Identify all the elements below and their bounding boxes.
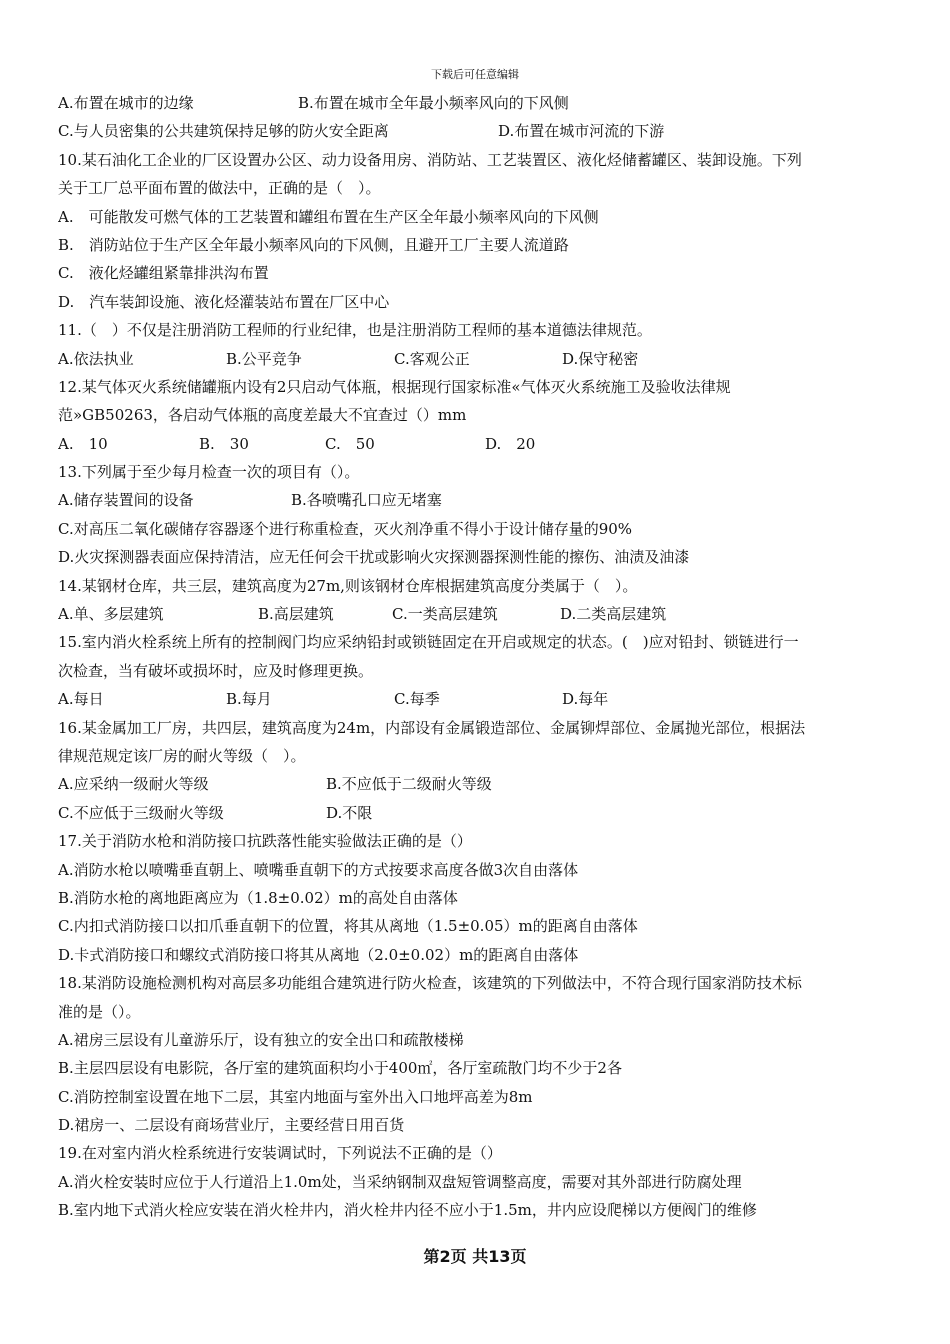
text-line: B.主层四层设有电影院，各厅室的建筑面积均小于400㎡，各厅室疏散门均不少于2各 xyxy=(58,1059,622,1078)
option-row xyxy=(58,430,898,458)
text-line: 17.关于消防水枪和消防接口抗跌落性能实验做法正确的是（） xyxy=(58,832,472,851)
answer-option: A.应采纳一级耐火等级 xyxy=(58,775,209,794)
answer-option: D. 20 xyxy=(485,434,536,453)
answer-option: D.不限 xyxy=(326,803,373,822)
text-line: A. 可能散发可燃气体的工艺装置和罐组布置在生产区全年最小频率风向的下风侧 xyxy=(58,207,599,226)
option-row xyxy=(58,486,898,514)
text-line: 10.某石油化工企业的厂区设置办公区、动力设备用房、消防站、工艺装置区、液化烃储蓄罐区、装卸设施。下列 xyxy=(58,150,802,169)
text-line: C. 液化烃罐组紧靠排洪沟布置 xyxy=(58,264,269,283)
answer-option: A.储存装置间的设备 xyxy=(58,491,194,510)
answer-option: D.保守秘密 xyxy=(562,349,639,368)
text-line: D.火灾探测器表面应保持清洁，应无任何会干扰或影响火灾探测器探测性能的擦伤、油渍及油漆 xyxy=(58,548,690,567)
answer-option: B. 30 xyxy=(199,434,249,453)
text-line: 18.某消防设施检测机构对高层多功能组合建筑进行防火检查，该建筑的下列做法中，不符合现行国家消防技术标 xyxy=(58,974,802,993)
answer-option: D.布置在城市河流的下游 xyxy=(498,122,665,141)
text-line: D.卡式消防接口和螺纹式消防接口将其从离地（2.0±0.02）m的距离自由落体 xyxy=(58,945,579,964)
answer-option: D.二类高层建筑 xyxy=(560,605,667,624)
option-row xyxy=(58,600,898,628)
option-row xyxy=(58,117,898,145)
answer-option: C. 50 xyxy=(325,434,375,453)
answer-option: C.不应低于三级耐火等级 xyxy=(58,803,224,822)
text-line: D. 汽车装卸设施、液化烃灌装站布置在厂区中心 xyxy=(58,292,390,311)
text-line: 关于工厂总平面布置的做法中，正确的是（ ）。 xyxy=(58,179,381,198)
option-row xyxy=(58,685,898,713)
text-line: A.裙房三层设有儿童游乐厅，设有独立的安全出口和疏散楼梯 xyxy=(58,1030,464,1049)
answer-option: A.布置在城市的边缘 xyxy=(58,94,194,112)
option-row xyxy=(58,770,898,798)
text-line: B. 消防站位于生产区全年最小频率风向的下风侧，且避开工厂主要人流道路 xyxy=(58,235,569,254)
answer-option: B.布置在城市全年最小频率风向的下风侧 xyxy=(298,94,569,112)
answer-option: B.不应低于二级耐火等级 xyxy=(326,775,492,794)
answer-option: B.高层建筑 xyxy=(258,605,334,624)
answer-option: C.与人员密集的公共建筑保持足够的防火安全距离 xyxy=(58,122,389,141)
text-line: 11.（ ）不仅是注册消防工程师的行业纪律，也是注册消防工程师的基本道德法律规范。 xyxy=(58,321,652,340)
text-line: 12.某气体灭火系统储罐瓶内设有2只启动气体瓶，根据现行国家标准«气体灭火系统施工及验收法律规 xyxy=(58,377,731,396)
answer-option: C.每季 xyxy=(394,690,440,709)
answer-option: B.各喷嘴孔口应无堵塞 xyxy=(291,491,442,510)
answer-option: B.公平竞争 xyxy=(226,349,302,368)
answer-option: B.每月 xyxy=(226,690,272,709)
text-line: 准的是（）。 xyxy=(58,1002,141,1021)
answer-option: D.每年 xyxy=(562,690,609,709)
document-body xyxy=(58,89,898,1225)
text-line: B.室内地下式消火栓应安装在消火栓井内，消火栓井内径不应小于1.5m，井内应设爬梯以方便阀门的维修 xyxy=(58,1201,757,1220)
text-line: C.消防控制室设置在地下二层，其室内地面与室外出入口地坪高差为8m xyxy=(58,1087,533,1106)
text-line: 14.某钢材仓库，共三层，建筑高度为27m,则该钢材仓库根据建筑高度分类属于（ ）。 xyxy=(58,576,638,595)
text-line: 13.下列属于至少每月检查一次的项目有（）。 xyxy=(58,463,360,482)
text-line: 范»GB50263，各启动气体瓶的高度差最大不宜查过（）mm xyxy=(58,406,467,425)
answer-option: A.每日 xyxy=(58,690,104,709)
option-row xyxy=(58,345,898,373)
text-line: C.对高压二氧化碳储存容器逐个进行称重检查，灭火剂净重不得小于设计储存量的90% xyxy=(58,519,633,538)
text-line: A.消火栓安装时应位于人行道沿上1.0m处，当采纳钢制双盘短管调整高度，需要对其外部进行防腐处理 xyxy=(58,1172,742,1191)
text-line: D.裙房一、二层设有商场营业厅，主要经营日用百货 xyxy=(58,1116,405,1135)
page-footer: 第2页 共13页 xyxy=(423,1247,527,1266)
option-row xyxy=(58,799,898,827)
answer-option: C.一类高层建筑 xyxy=(392,605,498,624)
text-line: 16.某金属加工厂房，共四层，建筑高度为24m，内部设有金属锻造部位、金属铆焊部位、金属抛光部位，根据法 xyxy=(58,718,806,737)
text-line: 律规范规定该厂房的耐火等级（ ）。 xyxy=(58,746,306,765)
text-line: 19.在对室内消火栓系统进行安装调试时，下列说法不正确的是（） xyxy=(58,1144,502,1163)
text-line: 次检查，当有破坏或损坏时，应及时修理更换。 xyxy=(58,661,374,680)
option-row xyxy=(58,89,898,117)
page-header: 下载后可任意编辑 xyxy=(431,68,519,81)
text-line: A.消防水枪以喷嘴垂直朝上、喷嘴垂直朝下的方式按要求高度各做3次自由落体 xyxy=(58,860,579,879)
text-line: C.内扣式消防接口以扣爪垂直朝下的位置，将其从离地（1.5±0.05）m的距离自由落体 xyxy=(58,917,638,936)
answer-option: C.客观公正 xyxy=(394,349,470,368)
text-line: B.消防水枪的离地距离应为（1.8±0.02）m的高处自由落体 xyxy=(58,888,458,907)
answer-option: A.依法执业 xyxy=(58,349,134,368)
answer-option: A. 10 xyxy=(58,434,108,453)
text-line: 15.室内消火栓系统上所有的控制阀门均应采纳铅封或锁链固定在开启或规定的状态。( )应对铅封、锁链进行一 xyxy=(58,633,799,652)
answer-option: A.单、多层建筑 xyxy=(58,605,164,624)
